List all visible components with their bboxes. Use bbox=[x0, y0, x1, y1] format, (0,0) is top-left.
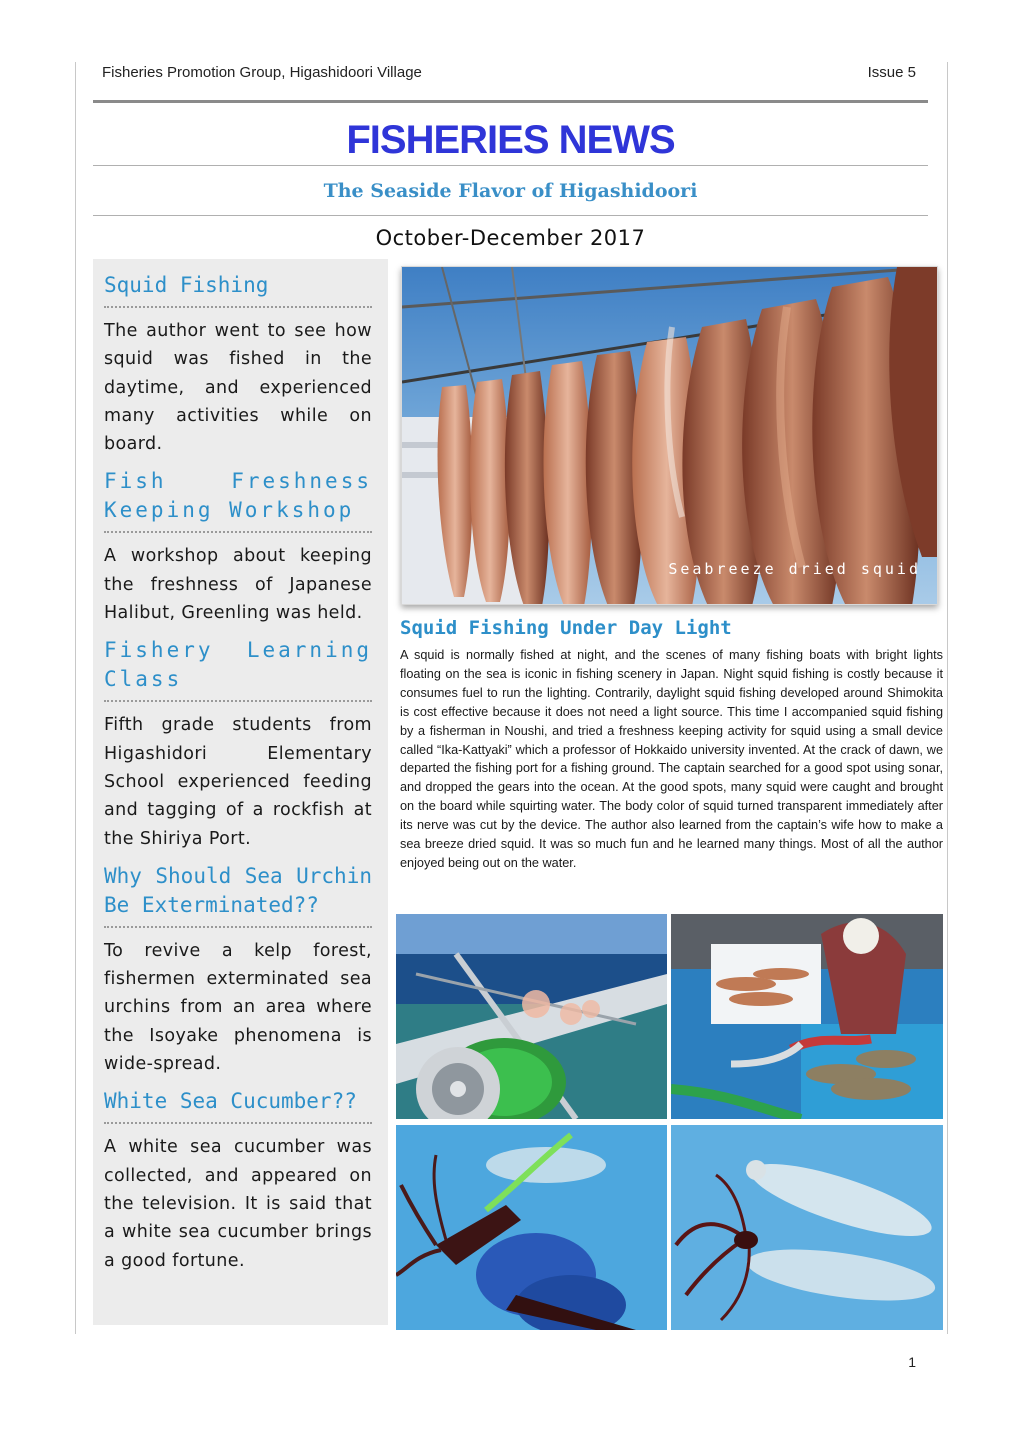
sidebar-heading-sea-urchin: Why Should Sea Urchin Be Exterminated?? bbox=[104, 863, 372, 917]
title-divider bbox=[93, 165, 928, 166]
squid-device-photo bbox=[396, 1125, 667, 1330]
sidebar-divider bbox=[104, 531, 372, 533]
sidebar-text-learning-class: Fifth grade students from Higashidori Elementary School experienced feeding and tagging of a rockfish at the Shiriya Port. bbox=[104, 715, 372, 849]
left-margin-line bbox=[75, 62, 76, 1334]
sidebar-divider bbox=[104, 1122, 372, 1124]
sidebar-divider bbox=[104, 700, 372, 702]
sidebar-text-sea-cucumber: A white sea cucumber was collected, and appeared on the television. It is said that a white sea cucumber brings a good fortune. bbox=[104, 1137, 372, 1271]
squid-sorting-photo bbox=[671, 914, 943, 1119]
header-organization: Fisheries Promotion Group, Higashidoori Village bbox=[102, 64, 422, 81]
right-margin-line bbox=[947, 62, 948, 1334]
sidebar bbox=[93, 259, 388, 1325]
sidebar-text-squid-fishing: The author went to see how squid was fished in the daytime, and experienced many activities while on board. bbox=[104, 321, 372, 455]
article-body: A squid is normally fished at night, and the scenes of many fishing boats with bright lights floating on the sea is iconic in fishing scenery in Japan. Night squid fishing is costly because it consumes fuel to run the lighting. Contrarily, daylight squid fishing developed around Shimokita is cost effective because it does not need a light source. This time I accompanied squid fishing by a fisherman in Noushi, and tried a freshness keeping activity for squid using a small device called “Ika-Kattyaki” which a professor of Hokkaido university invented. At the crack of dawn, we departed the fishing port for a fishing ground. The captain searched for a good spot using sonar, and dropped the gears into the ocean. At the good spots, many squid were caught and brought on the board while squirting water. The body color of squid turned transparent immediately after its nerve was cut by the device. The author also learned from the captain’s wife how to make a sea breeze dried squid. It was so much fun and he learned many things. Most of all the author enjoyed being out on the water. bbox=[400, 648, 943, 870]
fishing-reel-photo bbox=[396, 914, 667, 1119]
issue-date: October-December 2017 bbox=[375, 226, 646, 250]
page-number: 1 bbox=[908, 1354, 916, 1370]
header-divider bbox=[93, 100, 928, 103]
subtitle-divider bbox=[93, 215, 928, 216]
sidebar-heading-freshness-workshop: Fish Freshness Keeping Workshop bbox=[104, 469, 372, 523]
newsletter-subtitle: The Seaside Flavor of Higashidoori bbox=[323, 180, 698, 202]
dried-squid-photo bbox=[401, 266, 938, 605]
newsletter-title: FISHERIES NEWS bbox=[346, 118, 675, 162]
sidebar-heading-learning-class: Fishery Learning Class bbox=[104, 638, 372, 692]
sidebar-divider bbox=[104, 926, 372, 928]
sidebar-divider bbox=[104, 306, 372, 308]
photo-caption: Seabreeze dried squid bbox=[668, 560, 921, 578]
sidebar-text-freshness-workshop: A workshop about keeping the freshness of Japanese Halibut, Greenling was held. bbox=[104, 546, 372, 624]
article-title: Squid Fishing Under Day Light bbox=[400, 617, 732, 639]
squid-tray-photo bbox=[671, 1125, 943, 1330]
header-issue: Issue 5 bbox=[867, 64, 916, 81]
sidebar-text-sea-urchin: To revive a kelp forest, fishermen exterminated sea urchins from an area where the Isoyake phenomena is wide-spread. bbox=[104, 940, 372, 1075]
sidebar-heading-sea-cucumber: White Sea Cucumber?? bbox=[104, 1089, 357, 1114]
sidebar-heading-squid-fishing: Squid Fishing bbox=[104, 273, 269, 297]
